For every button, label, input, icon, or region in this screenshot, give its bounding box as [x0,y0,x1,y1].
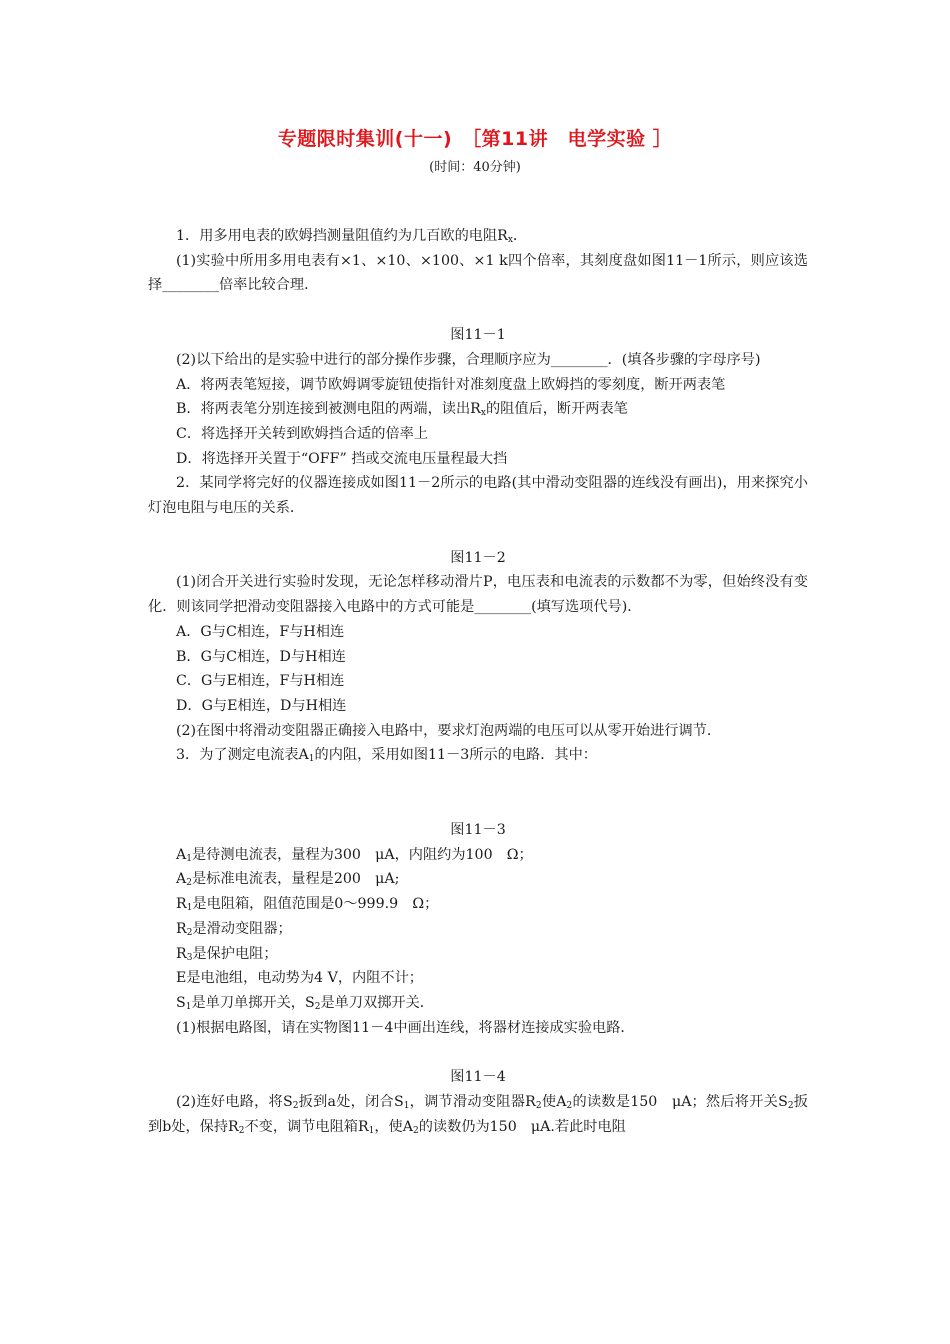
q3-stem: 3．为了测定电流表$A_1$的内阻，采用如图11－3所示的电路．其中： [176,747,597,765]
q1-option-b: B．将两表笔分别连接到被测电阻的两端，读出$R_x$的阻值后，断开两表笔 [176,401,628,419]
q3-part2: (2)连好电路，将$S_2$扳到a处，闭合$S_1$，调节滑动变阻器$R_2$使$A_2$的读数是150 μA；然后将开关$S_2$扳到b处，保持$R_2$不变，调节电阻箱$R_1$，使$A_2$的读数仍为150 μA.若此时电阻 [148,1094,808,1136]
q2-part1: (1)闭合开关进行实验时发现，无论怎样移动滑片P，电压表和电流表的示数都不为零，但始终没有变化．则该同学把滑动变阻器接入电路中的方式可能是________(填写选项代号)． [148,574,808,616]
q2-stem: 2．某同学将完好的仪器连接成如图11－2所示的电路(其中滑动变阻器的连线没有画出)，用来探究小灯泡电阻与电压的关系． [148,475,808,517]
q1-option-c: C．将选择开关转到欧姆挡合适的倍率上 [176,425,429,442]
q1-stem: 1．用多用电表的欧姆挡测量阻值约为几百欧的电阻$R_x$． [176,228,528,245]
q3-item-e: E是电池组，电动势为4 V，内阻不计； [176,970,423,987]
q2-option-b: B．G与C相连，D与H相连 [176,648,346,665]
q2-option-d: D．G与E相连，D与H相连 [176,697,347,714]
q1-part2: (2)以下给出的是实验中进行的部分操作步骤，合理顺序应为________．(填各步骤的字母序号) [176,351,761,368]
q1-part1: (1)实验中所用多用电表有×1、×10、×100、×1 k四个倍率，其刻度盘如图11－1所示，则应该选择________倍率比较合理． [148,252,808,294]
figure-caption-11-3: 图11－3 [450,822,506,839]
q3-item-s: $S_1$是单刀单掷开关，$S_2$是单刀双掷开关． [176,994,434,1012]
q3-item-r3: $R_3$是保护电阻； [176,945,278,963]
time-limit: (时间：40分钟) [429,160,521,175]
page-title: 专题限时集训(十一) ［第11讲 电学实验 ］ [277,128,673,150]
q3-item-r1: $R_1$是电阻箱，阻值范围是0～999.9 Ω； [176,896,439,914]
q3-item-r2: $R_2$是滑动变阻器； [176,920,292,938]
figure-caption-11-2: 图11－2 [450,549,506,566]
q2-option-a: A．G与C相连，F与H相连 [176,623,345,640]
q1-option-d: D．将选择开关置于“OFF” 挡或交流电压量程最大挡 [176,450,508,467]
document-body [148,224,808,1140]
figure-caption-11-4: 图11－4 [450,1069,506,1086]
q2-part2: (2)在图中将滑动变阻器正确接入电路中，要求灯泡两端的电压可以从零开始进行调节． [176,722,722,739]
q3-part1: (1)根据电路图，请在实物图11－4中画出连线，将器材连接成实验电路． [176,1019,635,1036]
q3-item-a2: $A_2$是标准电流表，量程是200 μA; [176,871,400,889]
figure-caption-11-1: 图11－1 [450,327,506,344]
q2-option-c: C．G与E相连，F与H相连 [176,673,345,690]
q3-item-a1: $A_1$是待测电流表，量程为300 μA，内阻约为100 Ω； [176,846,533,864]
q1-option-a: A．将两表笔短接，调节欧姆调零旋钮使指针对准刻度盘上欧姆挡的零刻度，断开两表笔 [176,376,726,393]
